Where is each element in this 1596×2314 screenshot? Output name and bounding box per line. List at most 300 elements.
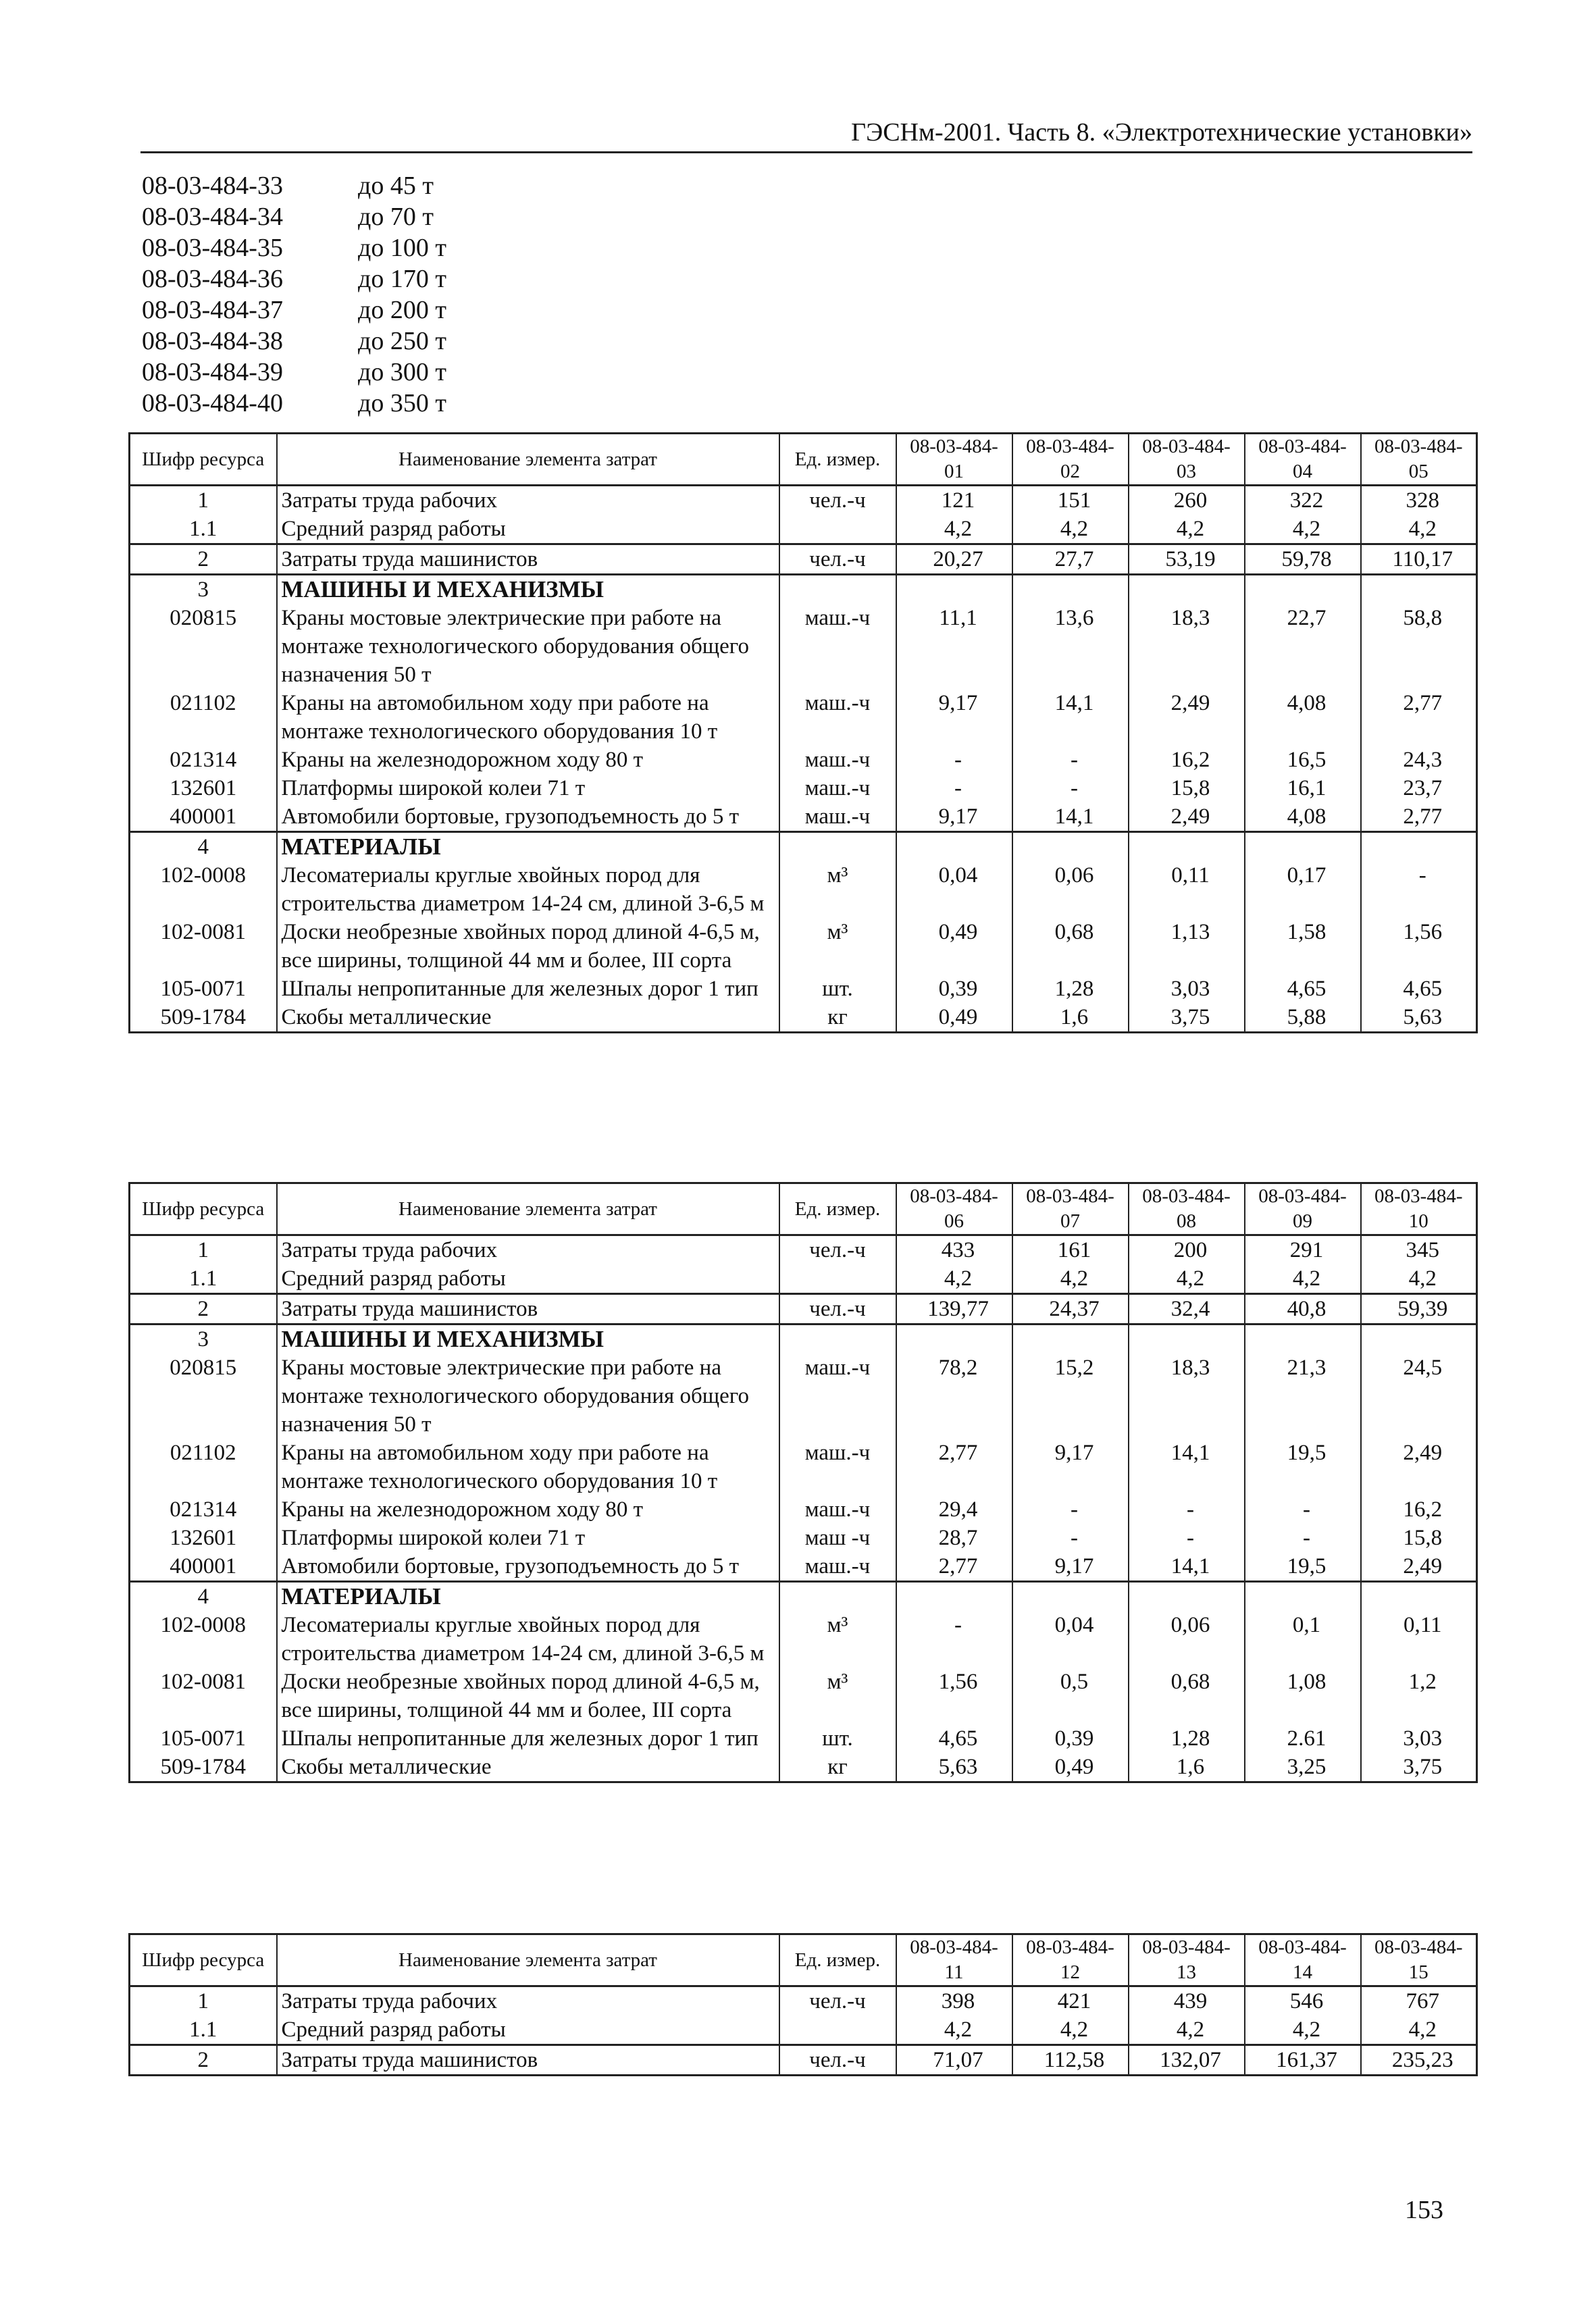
- norm-value: -: [1245, 1495, 1361, 1524]
- resource-unit: м³: [779, 1668, 896, 1724]
- resource-code: 102-0008: [130, 861, 277, 918]
- norm-value: 291: [1245, 1235, 1361, 1265]
- norm-value: 4,2: [1012, 2015, 1129, 2045]
- resource-name: МАТЕРИАЛЫ: [277, 832, 779, 862]
- table-row: [130, 689, 1477, 746]
- norm-value: 4,2: [896, 2015, 1012, 2045]
- norm-value: 5,88: [1245, 1003, 1361, 1033]
- table-row: [130, 2015, 1477, 2045]
- resource-unit: маш.-ч: [779, 774, 896, 802]
- norm-value: -: [896, 1611, 1012, 1668]
- table-row: [130, 832, 1477, 862]
- norm-value: 16,5: [1245, 746, 1361, 774]
- norm-value: [896, 832, 1012, 862]
- norm-value: 24,5: [1361, 1354, 1477, 1439]
- norm-value: 16,2: [1361, 1495, 1477, 1524]
- norm-value: 15,2: [1012, 1354, 1129, 1439]
- code-list-desc: до 200 т: [358, 296, 446, 324]
- resource-table: [128, 432, 1478, 1033]
- norm-value: 1,58: [1245, 918, 1361, 975]
- resource-name: Затраты труда машинистов: [277, 2045, 779, 2076]
- header-norm-code: 08-03-484-09: [1245, 1183, 1361, 1235]
- header-norm-code: 08-03-484-11: [896, 1934, 1012, 1986]
- norm-value: 3,25: [1245, 1753, 1361, 1782]
- norm-value: 2,49: [1361, 1552, 1477, 1582]
- norm-value: [1012, 1325, 1129, 1354]
- table-row: [130, 604, 1477, 689]
- norm-value: 421: [1012, 1986, 1129, 2016]
- norm-value: 13,6: [1012, 604, 1129, 689]
- resource-name: Затраты труда рабочих: [277, 1235, 779, 1265]
- resource-unit: кг: [779, 1753, 896, 1782]
- header-name: Наименование элемента затрат: [277, 434, 779, 486]
- norm-value: [1361, 575, 1477, 605]
- resource-name: Краны на автомобильном ходу при работе на монтаже технологического оборудования 10 т: [277, 1439, 779, 1495]
- resource-unit: чел.-ч: [779, 544, 896, 575]
- code-list-item: [142, 201, 446, 232]
- resource-name: МАШИНЫ И МЕХАНИЗМЫ: [277, 1325, 779, 1354]
- resource-unit: маш.-ч: [779, 1495, 896, 1524]
- norm-value: 1,28: [1129, 1724, 1245, 1753]
- resource-name: Скобы металлические: [277, 1003, 779, 1033]
- header-norm-code: 08-03-484-14: [1245, 1934, 1361, 1986]
- header-norm-code: 08-03-484-08: [1129, 1183, 1245, 1235]
- norm-value: 328: [1361, 486, 1477, 515]
- resource-unit: маш.-ч: [779, 1439, 896, 1495]
- code-list-code: 08-03-484-35: [142, 234, 283, 262]
- code-list-desc: до 100 т: [358, 234, 446, 262]
- resource-name: Краны на автомобильном ходу при работе на монтаже технологического оборудования 10 т: [277, 689, 779, 746]
- norm-value: 2,77: [896, 1552, 1012, 1582]
- norm-value: 2,77: [896, 1439, 1012, 1495]
- resource-unit: маш.-ч: [779, 802, 896, 832]
- header-norm-code: 08-03-484-03: [1129, 434, 1245, 486]
- norm-value: 2,49: [1129, 689, 1245, 746]
- resource-name: Платформы широкой колеи 71 т: [277, 1524, 779, 1552]
- header-unit: Ед. измер.: [779, 434, 896, 486]
- resource-unit: шт.: [779, 975, 896, 1003]
- norm-value: 5,63: [1361, 1003, 1477, 1033]
- table-row: [130, 1264, 1477, 1294]
- resource-name: Затраты труда машинистов: [277, 544, 779, 575]
- table-row: [130, 1552, 1477, 1582]
- norm-value: 0,1: [1245, 1611, 1361, 1668]
- code-list-code: 08-03-484-36: [142, 265, 283, 293]
- resource-name: Краны на железнодорожном ходу 80 т: [277, 746, 779, 774]
- norm-value: 4,65: [1245, 975, 1361, 1003]
- norm-value: 59,78: [1245, 544, 1361, 575]
- resource-table: [128, 1933, 1478, 2076]
- norm-value: 18,3: [1129, 1354, 1245, 1439]
- resource-name: Скобы металлические: [277, 1753, 779, 1782]
- norm-value: 4,2: [1129, 1264, 1245, 1294]
- norm-value: 59,39: [1361, 1294, 1477, 1325]
- table-row: [130, 918, 1477, 975]
- norm-value: 24,3: [1361, 746, 1477, 774]
- resource-code: 020815: [130, 604, 277, 689]
- resource-name: Автомобили бортовые, грузоподъемность до 5 т: [277, 1552, 779, 1582]
- norm-value: 110,17: [1361, 544, 1477, 575]
- norm-value: 0,68: [1012, 918, 1129, 975]
- header-norm-code: 08-03-484-04: [1245, 434, 1361, 486]
- norm-value: 0,11: [1129, 861, 1245, 918]
- table-row: [130, 1003, 1477, 1033]
- norm-value: [896, 1325, 1012, 1354]
- resource-unit: м³: [779, 1611, 896, 1668]
- resource-code: 102-0008: [130, 1611, 277, 1668]
- norm-value: 4,2: [1245, 2015, 1361, 2045]
- norm-value: 0,04: [1012, 1611, 1129, 1668]
- table-row: [130, 1524, 1477, 1552]
- code-list-item: [142, 357, 446, 388]
- table-row: [130, 1235, 1477, 1265]
- norm-value: 32,4: [1129, 1294, 1245, 1325]
- header-norm-code: 08-03-484-02: [1012, 434, 1129, 486]
- resource-name: Затраты труда машинистов: [277, 1294, 779, 1325]
- header-name: Наименование элемента затрат: [277, 1183, 779, 1235]
- header-norm-code: 08-03-484-13: [1129, 1934, 1245, 1986]
- norm-value: [1129, 1582, 1245, 1612]
- norm-value: 29,4: [896, 1495, 1012, 1524]
- norm-value: 1,28: [1012, 975, 1129, 1003]
- resource-unit: чел.-ч: [779, 1986, 896, 2016]
- table-row: [130, 1724, 1477, 1753]
- norm-value: [1245, 1325, 1361, 1354]
- norm-value: 14,1: [1129, 1439, 1245, 1495]
- norm-value: 9,17: [1012, 1439, 1129, 1495]
- norm-value: -: [1012, 746, 1129, 774]
- norm-value: 15,8: [1129, 774, 1245, 802]
- resource-name: Краны мостовые электрические при работе на монтаже технологического оборудования общего назначения 50 т: [277, 1354, 779, 1439]
- norm-value: 9,17: [896, 802, 1012, 832]
- norm-value: 1,13: [1129, 918, 1245, 975]
- norm-value: 2,49: [1129, 802, 1245, 832]
- norm-value: 4,08: [1245, 689, 1361, 746]
- norm-value: 16,2: [1129, 746, 1245, 774]
- norm-value: 0,5: [1012, 1668, 1129, 1724]
- norm-value: 40,8: [1245, 1294, 1361, 1325]
- norm-value: 78,2: [896, 1354, 1012, 1439]
- norm-value: [1245, 832, 1361, 862]
- code-list-desc: до 300 т: [358, 358, 446, 386]
- resource-unit: м³: [779, 918, 896, 975]
- norm-value: [1361, 1325, 1477, 1354]
- code-list-item: [142, 294, 446, 326]
- resource-code: 2: [130, 544, 277, 575]
- resource-unit: [779, 2015, 896, 2045]
- table-row: [130, 2045, 1477, 2076]
- norm-value: 3,75: [1361, 1753, 1477, 1782]
- norm-value: 20,27: [896, 544, 1012, 575]
- resource-unit: чел.-ч: [779, 486, 896, 515]
- norm-value: 15,8: [1361, 1524, 1477, 1552]
- code-list: [142, 170, 446, 419]
- resource-unit: [779, 832, 896, 862]
- resource-name: Средний разряд работы: [277, 1264, 779, 1294]
- resource-name: Шпалы непропитанные для железных дорог 1 тип: [277, 975, 779, 1003]
- norm-value: 439: [1129, 1986, 1245, 2016]
- norm-value: -: [1012, 774, 1129, 802]
- norm-value: -: [1129, 1495, 1245, 1524]
- resource-unit: маш.-ч: [779, 1354, 896, 1439]
- header-name: Наименование элемента затрат: [277, 1934, 779, 1986]
- resource-unit: [779, 1582, 896, 1612]
- resource-unit: м³: [779, 861, 896, 918]
- norm-value: 21,3: [1245, 1354, 1361, 1439]
- norm-value: 4,2: [1129, 2015, 1245, 2045]
- norm-value: 0,49: [896, 918, 1012, 975]
- code-list-desc: до 250 т: [358, 327, 446, 355]
- norm-value: 27,7: [1012, 544, 1129, 575]
- norm-value: 1,6: [1129, 1753, 1245, 1782]
- norm-value: 322: [1245, 486, 1361, 515]
- table-row: [130, 1611, 1477, 1668]
- resource-code: 021314: [130, 1495, 277, 1524]
- resource-name: МАТЕРИАЛЫ: [277, 1582, 779, 1612]
- resource-unit: [779, 1325, 896, 1354]
- table-row: [130, 1354, 1477, 1439]
- table-row: [130, 1294, 1477, 1325]
- norm-value: 0,39: [1012, 1724, 1129, 1753]
- resource-code: 020815: [130, 1354, 277, 1439]
- norm-value: [1012, 575, 1129, 605]
- norm-value: 0,39: [896, 975, 1012, 1003]
- norm-value: 14,1: [1012, 802, 1129, 832]
- resource-name: Средний разряд работы: [277, 515, 779, 544]
- norm-value: 433: [896, 1235, 1012, 1265]
- resource-code: 4: [130, 832, 277, 862]
- header-unit: Ед. измер.: [779, 1183, 896, 1235]
- norm-value: 9,17: [896, 689, 1012, 746]
- header-norm-code: 08-03-484-15: [1361, 1934, 1477, 1986]
- resource-unit: маш.-ч: [779, 1552, 896, 1582]
- resource-code: 1.1: [130, 515, 277, 544]
- code-list-desc: до 350 т: [358, 389, 446, 417]
- table-row: [130, 1325, 1477, 1354]
- norm-value: 0,04: [896, 861, 1012, 918]
- resource-code: 102-0081: [130, 918, 277, 975]
- norm-value: 4,2: [896, 1264, 1012, 1294]
- resource-name: Лесоматериалы круглые хвойных пород для строительства диаметром 14-24 см, длиной 3-6,5 м: [277, 861, 779, 918]
- code-list-desc: до 170 т: [358, 265, 446, 293]
- code-list-code: 08-03-484-33: [142, 172, 283, 200]
- norm-value: [1361, 832, 1477, 862]
- norm-value: [1245, 575, 1361, 605]
- norm-value: 260: [1129, 486, 1245, 515]
- norm-value: [896, 575, 1012, 605]
- code-list-desc: до 45 т: [358, 172, 434, 200]
- table-row: [130, 975, 1477, 1003]
- resource-name: Лесоматериалы круглые хвойных пород для строительства диаметром 14-24 см, длиной 3-6,5 м: [277, 1611, 779, 1668]
- header-norm-code: 08-03-484-12: [1012, 1934, 1129, 1986]
- norm-value: 11,1: [896, 604, 1012, 689]
- norm-value: [1245, 1582, 1361, 1612]
- code-list-item: [142, 263, 446, 294]
- code-list-item: [142, 232, 446, 263]
- code-list-code: 08-03-484-40: [142, 389, 283, 417]
- header-norm-code: 08-03-484-10: [1361, 1183, 1477, 1235]
- norm-value: 58,8: [1361, 604, 1477, 689]
- resource-code: 3: [130, 1325, 277, 1354]
- norm-value: 0,49: [896, 1003, 1012, 1033]
- norm-value: 2,49: [1361, 1439, 1477, 1495]
- norm-value: 3,75: [1129, 1003, 1245, 1033]
- norm-value: 19,5: [1245, 1439, 1361, 1495]
- norm-value: 1,2: [1361, 1668, 1477, 1724]
- table-row: [130, 746, 1477, 774]
- code-list-code: 08-03-484-37: [142, 296, 283, 324]
- norm-value: 0,68: [1129, 1668, 1245, 1724]
- norm-value: 24,37: [1012, 1294, 1129, 1325]
- resource-code: 102-0081: [130, 1668, 277, 1724]
- norm-value: 1,6: [1012, 1003, 1129, 1033]
- header-norm-code: 08-03-484-05: [1361, 434, 1477, 486]
- resource-code: 105-0071: [130, 1724, 277, 1753]
- norm-value: 19,5: [1245, 1552, 1361, 1582]
- norm-value: -: [1012, 1524, 1129, 1552]
- table-row: [130, 486, 1477, 515]
- resource-code: 021102: [130, 689, 277, 746]
- norm-value: 0,49: [1012, 1753, 1129, 1782]
- norm-value: 2,77: [1361, 689, 1477, 746]
- resource-code: 105-0071: [130, 975, 277, 1003]
- resource-unit: шт.: [779, 1724, 896, 1753]
- code-list-item: [142, 388, 446, 419]
- norm-value: 4,2: [1129, 515, 1245, 544]
- header-code: Шифр ресурса: [130, 1183, 277, 1235]
- resource-name: Средний разряд работы: [277, 2015, 779, 2045]
- resource-code: 1.1: [130, 2015, 277, 2045]
- code-list-item: [142, 170, 446, 201]
- header-code: Шифр ресурса: [130, 1934, 277, 1986]
- norm-value: 200: [1129, 1235, 1245, 1265]
- resource-code: 021102: [130, 1439, 277, 1495]
- norm-value: [896, 1582, 1012, 1612]
- norm-value: 139,77: [896, 1294, 1012, 1325]
- resource-name: Затраты труда рабочих: [277, 486, 779, 515]
- norm-value: 235,23: [1361, 2045, 1477, 2076]
- resource-unit: кг: [779, 1003, 896, 1033]
- resource-name: Шпалы непропитанные для железных дорог 1 тип: [277, 1724, 779, 1753]
- norm-value: 132,07: [1129, 2045, 1245, 2076]
- code-list-item: [142, 326, 446, 357]
- resource-name: Затраты труда рабочих: [277, 1986, 779, 2016]
- norm-value: 4,65: [1361, 975, 1477, 1003]
- norm-value: 14,1: [1129, 1552, 1245, 1582]
- resource-unit: [779, 515, 896, 544]
- norm-value: -: [1245, 1524, 1361, 1552]
- table-row: [130, 515, 1477, 544]
- norm-value: 767: [1361, 1986, 1477, 2016]
- resource-code: 3: [130, 575, 277, 605]
- norm-value: 9,17: [1012, 1552, 1129, 1582]
- norm-value: [1361, 1582, 1477, 1612]
- norm-value: 4,2: [1361, 1264, 1477, 1294]
- header-norm-code: 08-03-484-06: [896, 1183, 1012, 1235]
- norm-value: 112,58: [1012, 2045, 1129, 2076]
- code-list-code: 08-03-484-38: [142, 327, 283, 355]
- resource-unit: чел.-ч: [779, 2045, 896, 2076]
- norm-value: 4,2: [1245, 515, 1361, 544]
- table-row: [130, 1582, 1477, 1612]
- norm-value: -: [896, 774, 1012, 802]
- resource-name: Платформы широкой колеи 71 т: [277, 774, 779, 802]
- norm-value: [1129, 575, 1245, 605]
- resource-name: Краны мостовые электрические при работе на монтаже технологического оборудования общего назначения 50 т: [277, 604, 779, 689]
- resource-name: Автомобили бортовые, грузоподъемность до 5 т: [277, 802, 779, 832]
- norm-value: 4,2: [1361, 515, 1477, 544]
- resource-code: 021314: [130, 746, 277, 774]
- norm-value: 151: [1012, 486, 1129, 515]
- resource-code: 1: [130, 1235, 277, 1265]
- norm-value: 0,06: [1012, 861, 1129, 918]
- resource-table: [128, 1182, 1478, 1783]
- resource-name: Краны на железнодорожном ходу 80 т: [277, 1495, 779, 1524]
- norm-value: 1,56: [896, 1668, 1012, 1724]
- norm-value: [1012, 832, 1129, 862]
- norm-value: 4,2: [1012, 515, 1129, 544]
- norm-value: 546: [1245, 1986, 1361, 2016]
- norm-value: 3,03: [1361, 1724, 1477, 1753]
- resource-unit: чел.-ч: [779, 1235, 896, 1265]
- norm-value: 4,2: [1012, 1264, 1129, 1294]
- resource-code: 400001: [130, 1552, 277, 1582]
- norm-value: [1129, 1325, 1245, 1354]
- norm-value: 18,3: [1129, 604, 1245, 689]
- norm-value: -: [1129, 1524, 1245, 1552]
- header-norm-code: 08-03-484-07: [1012, 1183, 1129, 1235]
- norm-value: [1129, 832, 1245, 862]
- resource-unit: маш.-ч: [779, 746, 896, 774]
- resource-code: 132601: [130, 774, 277, 802]
- table-row: [130, 1986, 1477, 2016]
- table-row: [130, 774, 1477, 802]
- resource-unit: маш.-ч: [779, 604, 896, 689]
- norm-value: 4,2: [1245, 1264, 1361, 1294]
- resource-name: Доски необрезные хвойных пород длиной 4-6,5 м, все ширины, толщиной 44 мм и более, III сорта: [277, 1668, 779, 1724]
- code-list-code: 08-03-484-39: [142, 358, 283, 386]
- norm-value: 53,19: [1129, 544, 1245, 575]
- header-norm-code: 08-03-484-01: [896, 434, 1012, 486]
- resource-code: 4: [130, 1582, 277, 1612]
- resource-unit: маш.-ч: [779, 689, 896, 746]
- norm-value: 3,03: [1129, 975, 1245, 1003]
- table-row: [130, 1439, 1477, 1495]
- header-unit: Ед. измер.: [779, 1934, 896, 1986]
- norm-value: 4,08: [1245, 802, 1361, 832]
- table-row: [130, 802, 1477, 832]
- resource-unit: [779, 575, 896, 605]
- norm-value: 2.61: [1245, 1724, 1361, 1753]
- page-number: 153: [1405, 2196, 1443, 2224]
- table-row: [130, 1753, 1477, 1782]
- norm-value: 4,65: [896, 1724, 1012, 1753]
- code-list-code: 08-03-484-34: [142, 203, 283, 231]
- code-list-desc: до 70 т: [358, 203, 434, 231]
- resource-code: 2: [130, 2045, 277, 2076]
- norm-value: 23,7: [1361, 774, 1477, 802]
- table-row: [130, 544, 1477, 575]
- resource-name: МАШИНЫ И МЕХАНИЗМЫ: [277, 575, 779, 605]
- norm-value: 4,2: [896, 515, 1012, 544]
- header-code: Шифр ресурса: [130, 434, 277, 486]
- table-row: [130, 575, 1477, 605]
- resource-unit: чел.-ч: [779, 1294, 896, 1325]
- norm-value: 14,1: [1012, 689, 1129, 746]
- table-row: [130, 1668, 1477, 1724]
- norm-value: 161,37: [1245, 2045, 1361, 2076]
- norm-value: 4,2: [1361, 2015, 1477, 2045]
